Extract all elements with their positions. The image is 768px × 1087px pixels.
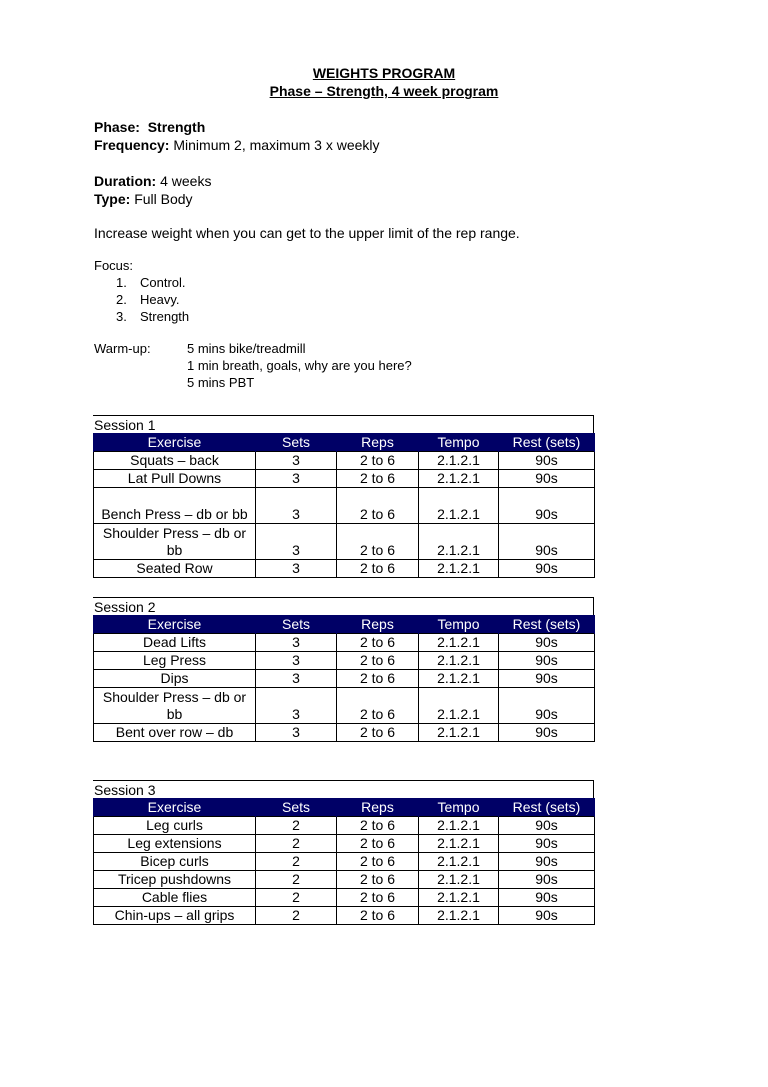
column-header-tempo: Tempo bbox=[419, 798, 499, 817]
exercise-cell: Tricep pushdowns bbox=[94, 871, 256, 889]
table-row bbox=[94, 452, 595, 470]
reps-cell: 2 to 6 bbox=[337, 452, 419, 470]
rest-cell: 90s bbox=[499, 835, 595, 853]
phase-value: Strength bbox=[147, 119, 206, 135]
tempo-cell: 2.1.2.1 bbox=[419, 817, 499, 835]
table-row bbox=[94, 688, 595, 724]
column-header-reps: Reps bbox=[337, 433, 419, 452]
sets-cell: 2 bbox=[256, 871, 337, 889]
exercise-cell: Lat Pull Downs bbox=[94, 470, 256, 488]
sets-cell: 3 bbox=[256, 488, 337, 524]
tempo-cell: 2.1.2.1 bbox=[419, 724, 499, 742]
frequency-value: Minimum 2, maximum 3 x weekly bbox=[173, 137, 380, 153]
sets-cell: 2 bbox=[256, 817, 337, 835]
reps-cell: 2 to 6 bbox=[337, 817, 419, 835]
sets-cell: 3 bbox=[256, 652, 337, 670]
reps-cell: 2 to 6 bbox=[337, 688, 419, 724]
tempo-cell: 2.1.2.1 bbox=[419, 670, 499, 688]
tempo-cell: 2.1.2.1 bbox=[419, 688, 499, 724]
column-header-exercise: Exercise bbox=[94, 433, 256, 452]
rest-cell: 90s bbox=[499, 871, 595, 889]
reps-cell: 2 to 6 bbox=[337, 724, 419, 742]
rest-cell: 90s bbox=[499, 470, 595, 488]
column-header-sets: Sets bbox=[256, 615, 337, 634]
tempo-cell: 2.1.2.1 bbox=[419, 470, 499, 488]
column-header-rest: Rest (sets) bbox=[499, 615, 595, 634]
sets-cell: 2 bbox=[256, 853, 337, 871]
column-header-sets: Sets bbox=[256, 433, 337, 452]
duration-value: 4 weeks bbox=[160, 173, 212, 189]
exercise-table bbox=[93, 433, 595, 578]
sets-cell: 3 bbox=[256, 470, 337, 488]
column-header-reps: Reps bbox=[337, 798, 419, 817]
exercise-cell: Leg Press bbox=[94, 652, 256, 670]
table-row bbox=[94, 652, 595, 670]
sets-cell: 3 bbox=[256, 670, 337, 688]
table-row bbox=[94, 817, 595, 835]
tempo-cell: 2.1.2.1 bbox=[419, 488, 499, 524]
column-header-sets: Sets bbox=[256, 798, 337, 817]
warmup-label: Warm-up: bbox=[94, 341, 151, 356]
table-row bbox=[94, 853, 595, 871]
rest-cell: 90s bbox=[499, 688, 595, 724]
focus-item-text: Heavy. bbox=[140, 292, 180, 307]
column-header-rest: Rest (sets) bbox=[499, 798, 595, 817]
focus-list bbox=[94, 257, 189, 325]
session-1-table bbox=[93, 415, 594, 578]
tempo-cell: 2.1.2.1 bbox=[419, 871, 499, 889]
exercise-cell: Bicep curls bbox=[94, 853, 256, 871]
title-block bbox=[0, 64, 768, 100]
reps-cell: 2 to 6 bbox=[337, 835, 419, 853]
column-header-exercise: Exercise bbox=[94, 615, 256, 634]
reps-cell: 2 to 6 bbox=[337, 652, 419, 670]
list-number: 3. bbox=[116, 309, 127, 324]
sets-cell: 3 bbox=[256, 724, 337, 742]
rest-cell: 90s bbox=[499, 452, 595, 470]
list-item bbox=[94, 308, 189, 325]
column-header-exercise: Exercise bbox=[94, 798, 256, 817]
sets-cell: 3 bbox=[256, 560, 337, 578]
session-2-table bbox=[93, 597, 594, 742]
warmup-item: 5 mins bike/treadmill bbox=[187, 341, 306, 356]
focus-item-text: Control. bbox=[140, 275, 186, 290]
reps-cell: 2 to 6 bbox=[337, 488, 419, 524]
exercise-cell: Squats – back bbox=[94, 452, 256, 470]
exercise-cell: Seated Row bbox=[94, 560, 256, 578]
reps-cell: 2 to 6 bbox=[337, 470, 419, 488]
progression-note: Increase weight when you can get to the upper limit of the rep range. bbox=[94, 225, 520, 241]
sets-cell: 3 bbox=[256, 524, 337, 560]
rest-cell: 90s bbox=[499, 817, 595, 835]
tempo-cell: 2.1.2.1 bbox=[419, 889, 499, 907]
duration-line bbox=[94, 172, 211, 190]
table-row bbox=[94, 907, 595, 925]
list-number: 1. bbox=[116, 275, 127, 290]
exercise-cell: Dead Lifts bbox=[94, 634, 256, 652]
warmup-item: 1 min breath, goals, why are you here? bbox=[187, 358, 412, 373]
rest-cell: 90s bbox=[499, 670, 595, 688]
reps-cell: 2 to 6 bbox=[337, 670, 419, 688]
session-title: Session 3 bbox=[93, 780, 594, 798]
reps-cell: 2 to 6 bbox=[337, 853, 419, 871]
session-3-table bbox=[93, 780, 594, 925]
rest-cell: 90s bbox=[499, 907, 595, 925]
rest-cell: 90s bbox=[499, 724, 595, 742]
document-title: WEIGHTS PROGRAM bbox=[312, 65, 456, 81]
table-row bbox=[94, 871, 595, 889]
column-header-reps: Reps bbox=[337, 615, 419, 634]
list-number: 2. bbox=[116, 292, 127, 307]
exercise-table bbox=[93, 615, 595, 742]
exercise-cell: Leg extensions bbox=[94, 835, 256, 853]
rest-cell: 90s bbox=[499, 853, 595, 871]
exercise-table bbox=[93, 798, 595, 925]
reps-cell: 2 to 6 bbox=[337, 524, 419, 560]
table-row bbox=[94, 634, 595, 652]
type-label: Type: bbox=[94, 191, 131, 207]
reps-cell: 2 to 6 bbox=[337, 634, 419, 652]
focus-label: Focus: bbox=[94, 258, 134, 273]
tempo-cell: 2.1.2.1 bbox=[419, 835, 499, 853]
rest-cell: 90s bbox=[499, 524, 595, 560]
exercise-cell: Leg curls bbox=[94, 817, 256, 835]
rest-cell: 90s bbox=[499, 560, 595, 578]
session-title: Session 1 bbox=[93, 415, 594, 433]
rest-cell: 90s bbox=[499, 634, 595, 652]
tempo-cell: 2.1.2.1 bbox=[419, 560, 499, 578]
list-item bbox=[94, 274, 189, 291]
reps-cell: 2 to 6 bbox=[337, 560, 419, 578]
tempo-cell: 2.1.2.1 bbox=[419, 907, 499, 925]
exercise-cell: Bench Press – db or bb bbox=[94, 488, 256, 524]
warmup-item: 5 mins PBT bbox=[187, 375, 255, 390]
tempo-cell: 2.1.2.1 bbox=[419, 652, 499, 670]
table-row bbox=[94, 724, 595, 742]
exercise-cell: Chin-ups – all grips bbox=[94, 907, 256, 925]
sets-cell: 3 bbox=[256, 452, 337, 470]
sets-cell: 2 bbox=[256, 835, 337, 853]
sets-cell: 3 bbox=[256, 688, 337, 724]
session-title: Session 2 bbox=[93, 597, 594, 615]
rest-cell: 90s bbox=[499, 488, 595, 524]
sets-cell: 2 bbox=[256, 907, 337, 925]
document-subtitle: Phase – Strength, 4 week program bbox=[269, 83, 499, 99]
sets-cell: 2 bbox=[256, 889, 337, 907]
tempo-cell: 2.1.2.1 bbox=[419, 452, 499, 470]
exercise-cell: Dips bbox=[94, 670, 256, 688]
exercise-cell: Shoulder Press – db or bb bbox=[94, 524, 256, 560]
exercise-cell: Bent over row – db bbox=[94, 724, 256, 742]
type-line bbox=[94, 190, 193, 208]
type-value: Full Body bbox=[134, 191, 193, 207]
exercise-cell: Cable flies bbox=[94, 889, 256, 907]
tempo-cell: 2.1.2.1 bbox=[419, 634, 499, 652]
duration-label: Duration: bbox=[94, 173, 157, 189]
reps-cell: 2 to 6 bbox=[337, 871, 419, 889]
list-item bbox=[94, 291, 189, 308]
tempo-cell: 2.1.2.1 bbox=[419, 524, 499, 560]
focus-item-text: Strength bbox=[140, 309, 190, 324]
reps-cell: 2 to 6 bbox=[337, 889, 419, 907]
frequency-label: Frequency: bbox=[94, 137, 170, 153]
table-row bbox=[94, 835, 595, 853]
table-row bbox=[94, 560, 595, 578]
column-header-rest: Rest (sets) bbox=[499, 433, 595, 452]
table-row bbox=[94, 889, 595, 907]
table-row bbox=[94, 488, 595, 524]
table-row bbox=[94, 670, 595, 688]
table-row bbox=[94, 524, 595, 560]
sets-cell: 3 bbox=[256, 634, 337, 652]
column-header-tempo: Tempo bbox=[419, 615, 499, 634]
frequency-line bbox=[94, 136, 380, 154]
phase-line bbox=[94, 118, 205, 136]
rest-cell: 90s bbox=[499, 889, 595, 907]
table-row bbox=[94, 470, 595, 488]
phase-label: Phase: bbox=[94, 119, 140, 135]
exercise-cell: Shoulder Press – db or bb bbox=[94, 688, 256, 724]
reps-cell: 2 to 6 bbox=[337, 907, 419, 925]
rest-cell: 90s bbox=[499, 652, 595, 670]
column-header-tempo: Tempo bbox=[419, 433, 499, 452]
tempo-cell: 2.1.2.1 bbox=[419, 853, 499, 871]
